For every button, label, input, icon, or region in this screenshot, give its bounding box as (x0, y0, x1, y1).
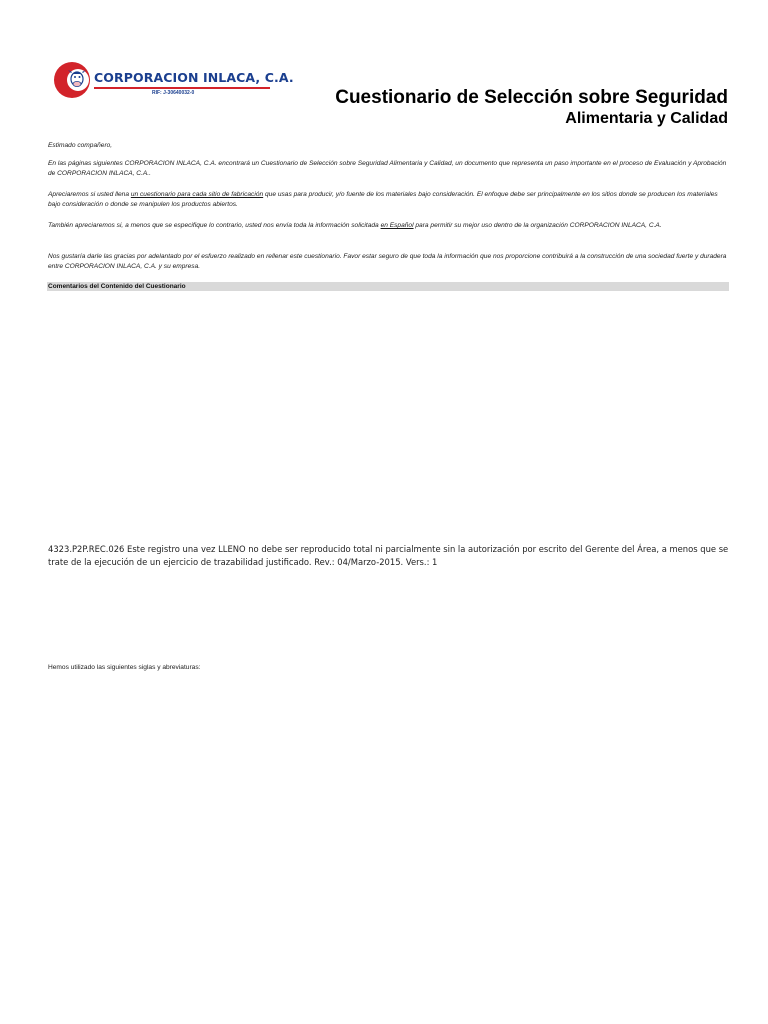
intro-paragraph-3 (48, 221, 729, 231)
document-title-line2: Alimentaria y Calidad (565, 110, 728, 127)
company-rif: RIF: J-30640032-0 (152, 90, 195, 96)
intro-paragraph-4 (48, 252, 729, 272)
greeting (48, 141, 729, 151)
company-name: CORPORACION INLACA, C.A. (94, 70, 294, 85)
intro-paragraph-2 (48, 190, 729, 210)
underlined-phrase: un cuestionario para cada sitio de fabricación (130, 191, 264, 198)
cow-c-logo-icon (52, 60, 92, 100)
record-footer-note: 4323.P2P.REC.026 Este registro una vez LLENO no debe ser reproducido total ni parcialmente sin la autorización por escrito del Gerente del Área, a menos que se trate de la ejecución de un ejercicio de trazabilidad justificado. Rev.: 04/Marzo-2015. Vers.: 1 (48, 544, 729, 567)
company-logo (52, 60, 294, 106)
paragraph-text: que usas para producir, y/o fuente de los materiales bajo consideración. El enfoque debe ser principalmente en los sitios donde se producen los materiales bajo consideración o donde se manipulen los productos abiertos. (48, 191, 718, 208)
paragraph-text: También apreciaremos si, a menos que se especifique lo contrario, usted nos envía toda la información solicitada (48, 222, 381, 229)
greeting-text: Estimado compañero, (48, 142, 113, 149)
intro-paragraph-1 (48, 159, 729, 179)
document-title-line1: Cuestionario de Selección sobre Seguridad (335, 87, 728, 108)
paragraph-text: Nos gustaría darle las gracias por adelantado por el esfuerzo realizado en rellenar este cuestionario. Favor estar seguro de que toda la información que nos proporcione contribuirá a la construcción de una sociedad fuerte y duradera entre CORPORACION INLACA, C.A. y su empresa. (48, 253, 727, 270)
paragraph-text: Apreciaremos si usted llena (48, 191, 131, 198)
abbreviations-intro: Hemos utilizado las siguientes siglas y abreviaturas: (48, 664, 201, 671)
section-header-label: Comentarios del Contenido del Cuestionario (48, 283, 186, 290)
paragraph-text: En las páginas siguientes CORPORACION INLACA, C.A. encontrará un Cuestionario de Selección sobre Seguridad Alimentaria y Calidad, un documento que representa un paso importante en el proceso de Evaluación y Aprobación de CORPORACION INLACA, C.A.. (48, 160, 727, 177)
underlined-phrase: en Español (380, 222, 414, 229)
section-header-bar (47, 282, 729, 291)
logo-underline (94, 87, 270, 89)
paragraph-text: para permitir su mejor uso dentro de la organización CORPORACION INLACA, C.A. (413, 222, 662, 229)
